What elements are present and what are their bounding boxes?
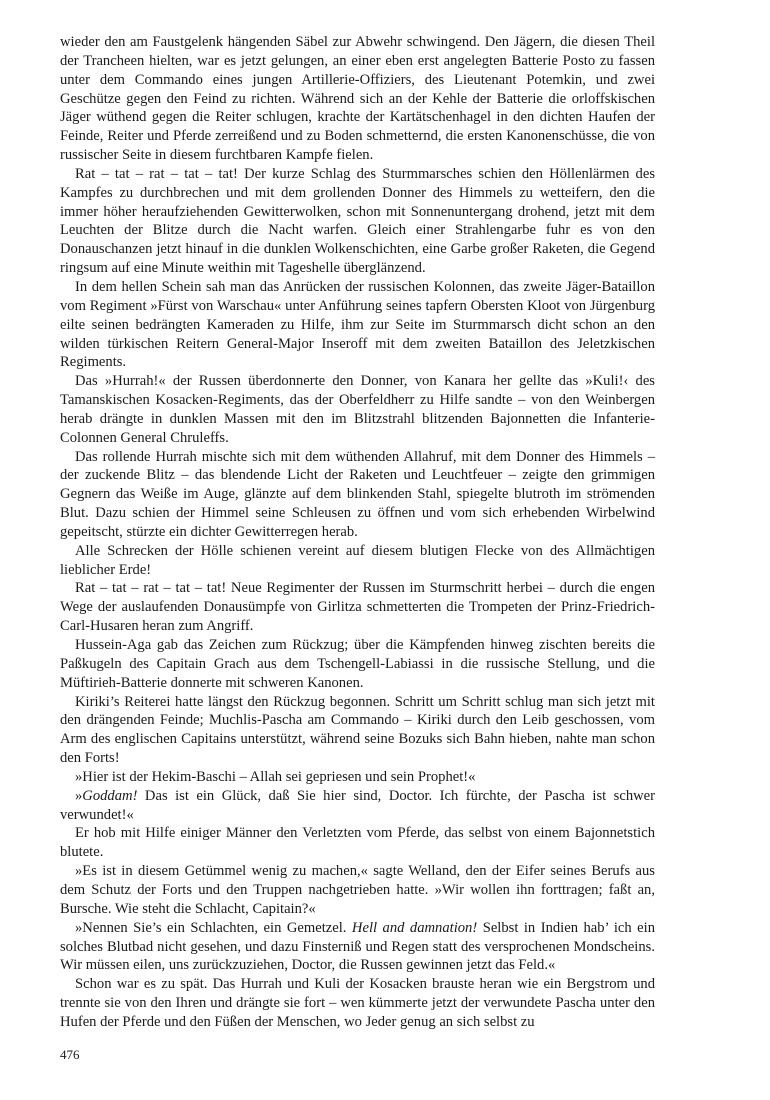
text-run: Das »Hurrah!« der Russen überdonnerte den Donner, von Kanara her gellte das »Kuli!‹ des Tamanskischen Kosacken-Regiments, das der Oberfeldherr zu Hilfe sandte – von den Weinbergen herab drängte in dunklen Massen mit den im Blitzstrahl blitzenden Bajonnetten die Infanterie-Colonnen General Chruleffs. — [60, 373, 655, 446]
paragraph-15 — [60, 975, 655, 1032]
text-run: Kiriki’s Reiterei hatte längst den Rückzug begonnen. Schritt um Schritt schlug man sich jetzt mit den drängenden Feinde; Muchlis-Pascha am Commando – Kiriki durch den Leib geschossen, vom Arm des englischen Capitains unterstützt, während seine Bozuks sich Bahn hieben, nahte man schon den Forts! — [60, 693, 655, 767]
paragraph-1 — [60, 33, 655, 165]
paragraph-6 — [60, 542, 655, 580]
text-run: Das rollende Hurrah mischte sich mit dem wüthenden Allahruf, mit dem Donner des Himmels – der zuckende Blitz – das blendende Licht der Raketen und Leuchtfeuer – zeigte den grimmigen Gegnern das Weiße im Auge, glänzte auf dem blinkenden Stahl, spiegelte blutroth im strömenden Blut. Dazu schien der Himmel seine Schleusen zu öffnen und vom sich erhebenden Wirbelwind gepeitscht, stürzte ein dichter Gewitterregen herab. — [60, 448, 655, 540]
text-run: »Es ist in diesem Getümmel wenig zu machen,« sagte Welland, den der Eifer seines Berufs aus dem Schutz der Forts und den Truppen nachgetrieben hatte. »Wir wollen ihn forttragen; faßt an, Bursche. Wie steht die Schlacht, Capitain?« — [60, 863, 655, 917]
text-run: Das ist ein Glück, daß Sie hier sind, Doctor. Ich fürchte, der Pascha ist schwer verwundet!« — [60, 787, 655, 823]
paragraph-13 — [60, 862, 655, 919]
paragraph-11 — [60, 787, 655, 825]
text-run: In dem hellen Schein sah man das Anrücken der russischen Kolonnen, das zweite Jäger-Bataillon vom Regiment »Fürst von Warschau« unter Anführung seines tapfern Obersten Kloot von Jürgenburg eilte seinen bedrängten Kameraden zu Hilfe, ihm zur Seite im Sturmmarsch dicht schon an den wilden türkischen Reitern General-Major Inseroff mit dem zweiten Bataillon des Jeletzkischen Regiments. — [60, 278, 655, 371]
text-run: Rat – tat – rat – tat – tat! Der kurze Schlag des Sturmmarsches schien den Höllenlärmen des Kampfes zu durchbrechen und mit dem grollenden Donner des Himmels zu wetteifern, den die immer höher heraufziehenden Gewitterwolken, schon mit Sonnenuntergang drohend, jetzt mit dem Leuchten der Blitze durch die Nacht warfen. Gleich einer Strahlengarbe fuhr es von den Donauschanzen jetzt hinauf in die dunklen Wolkenschichten, eine Garbe großer Raketen, die Gegend ringsum auf eine Minute weithin mit Tageshelle überglänzend. — [60, 165, 655, 277]
paragraph-4 — [60, 372, 655, 447]
paragraph-7 — [60, 579, 655, 636]
text-run: Alle Schrecken der Hölle schienen vereint auf diesem blutigen Flecke von des Allmächtigen lieblicher Erde! — [60, 542, 655, 578]
text-run: Rat – tat – rat – tat – tat! Neue Regimenter der Russen im Sturmschritt herbei – durch die engen Wege der auslaufenden Donausümpfe von Girlitza schmetterten die Trompeten der Prinz-Friedrich-Carl-Husaren heran zum Angriff. — [60, 580, 655, 635]
page-number: 476 — [60, 1047, 80, 1062]
paragraph-14 — [60, 919, 655, 976]
paragraph-2 — [60, 165, 655, 278]
paragraph-10 — [60, 768, 655, 787]
text-run: »Nennen Sie’s ein Schlachten, ein Gemetzel. — [75, 919, 352, 936]
text-run: Hussein-Aga gab das Zeichen zum Rückzug; über die Kämpfenden hinweg zischten bereits die Paßkugeln des Capitain Grach aus dem Tschengell-Labiassi in die russische Stellung, und die Müftirieh-Batterie donnerte mit schweren Kanonen. — [60, 637, 655, 691]
text-run: wieder den am Faustgelenk hängenden Säbel zur Abwehr schwingend. Den Jägern, die diesen Theil der Trancheen hielten, war es jetzt gelungen, an einer eben erst angelegten Batterie Posto zu fassen unter dem Commando eines jungen Artillerie-Offiziers, des Lieutenant Potemkin, und zwei Geschütze gegen den Feind zu richten. Während sich an der Kehle der Batterie die orloffskischen Jäger wüthend gegen die Reiter schlugen, krachte der Kartätschenhagel in den dichten Haufen der Feinde, Reiter und Pferde zerreißend und zu Boden schmetternd, die ersten Kanonenschüsse, die von russischer Seite in diesem furchtbaren Kampfe fielen. — [60, 34, 655, 164]
paragraph-12 — [60, 824, 655, 862]
paragraph-5 — [60, 448, 655, 542]
body-text — [60, 33, 655, 1032]
italic-text: Hell and damnation! — [351, 919, 478, 936]
paragraph-3 — [60, 278, 655, 372]
text-run: Schon war es zu spät. Das Hurrah und Kuli der Kosacken brauste heran wie ein Bergstrom und trennte sie von den Ihren und drängte sie fort – wen kümmerte jetzt der verwundete Pascha unter den Hufen der Pferde und den Füßen der Menschen, wo Jeder genug an sich selbst zu — [60, 976, 655, 1030]
italic-text: Goddam! — [82, 787, 138, 804]
text-run: »Hier ist der Hekim-Baschi – Allah sei gepriesen und sein Prophet!« — [75, 768, 476, 785]
paragraph-8 — [60, 636, 655, 693]
text-run: » — [75, 787, 83, 804]
text-run: Selbst in Indien hab’ ich ein solches Blutbad nicht gesehen, und dazu Finsterniß und Regen statt des versprochenen Mondscheins. Wir müssen eilen, uns zurückzuziehen, Doctor, die Russen gewinnen jetzt das Feld.« — [60, 919, 655, 974]
paragraph-9 — [60, 693, 655, 768]
text-run: Er hob mit Hilfe einiger Männer den Verletzten vom Pferde, das selbst von einem Bajonnetstich blutete. — [60, 825, 655, 861]
